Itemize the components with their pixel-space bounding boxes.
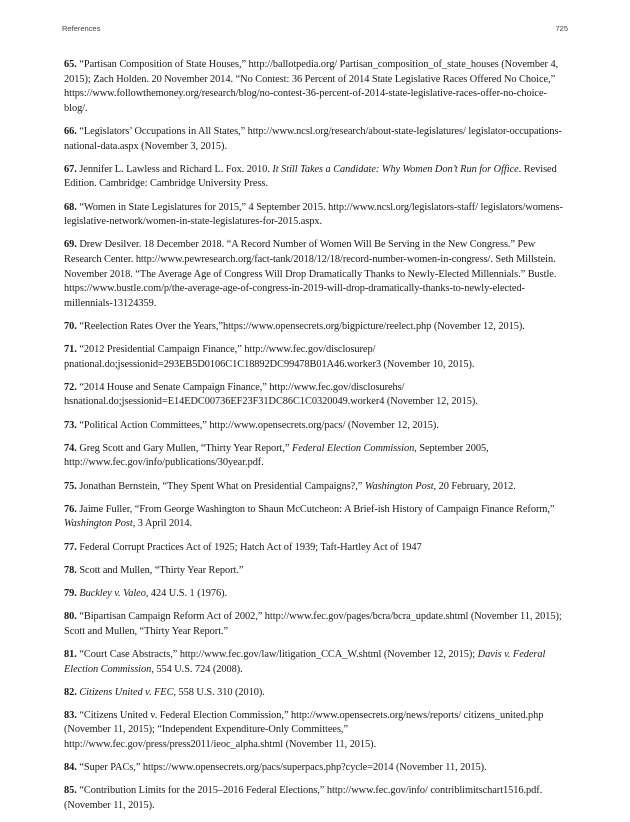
note-title-italic: Buckley v. Valeo: [79, 587, 146, 599]
note-text: “Legislators’ Occupations in All States,” http://www.ncsl.org/research/about-state-legislatures/ legislator-occupations-national-data.aspx (November 3, 2015).: [64, 125, 562, 152]
page-number: 725: [555, 24, 568, 33]
reference-note: [64, 125, 564, 154]
note-number: 75.: [64, 480, 77, 492]
note-text: Jennifer L. Lawless and Richard L. Fox. 2010.: [79, 163, 273, 175]
note-title-italic: Washington Post: [64, 518, 133, 530]
reference-note: [64, 686, 564, 701]
note-text: , 554 U.S. 724 (2008).: [151, 663, 243, 675]
reference-note: [64, 648, 564, 677]
note-text: Greg Scott and Gary Mullen, “Thirty Year Report,”: [79, 442, 292, 454]
reference-note: [64, 320, 564, 335]
note-title-italic: Citizens United v. FEC: [79, 686, 174, 698]
note-text: Jaime Fuller, “From George Washington to Shaun McCutcheon: A Brief-ish History of Campaign Finance Reform,”: [79, 503, 555, 515]
note-title-italic: Davis v. Federal Election Commission: [64, 648, 546, 675]
note-text: , 424 U.S. 1 (1976).: [145, 587, 228, 599]
note-number: 71.: [64, 344, 77, 356]
note-text: , September 2005, http://www.fec.gov/info/publications/30year.pdf.: [64, 442, 489, 469]
note-number: 81.: [64, 648, 77, 660]
note-number: 80.: [64, 611, 77, 623]
note-text: Federal Corrupt Practices Act of 1925; Hatch Act of 1939; Taft-Hartley Act of 1947: [79, 541, 422, 553]
note-text: “Court Case Abstracts,” http://www.fec.gov/law/litigation_CCA_W.shtml (November 12, 2015);: [79, 648, 478, 660]
reference-note: [64, 343, 564, 372]
note-text: “Women in State Legislatures for 2015,” 4 September 2015. http://www.ncsl.org/legislators-staff/ legislators/womens-legislative-network/women-in-state-legislatures-for-2015.aspx.: [64, 201, 563, 228]
note-title-italic: It Still Takes a Candidate: Why Women Don’t Run for Office: [272, 163, 519, 175]
note-text: “Super PACs,” https://www.opensecrets.org/pacs/superpacs.php?cycle=2014 (November 11, 2015).: [79, 762, 487, 774]
note-number: 83.: [64, 709, 77, 721]
note-text: “2012 Presidential Campaign Finance,” http://www.fec.gov/disclosurep/ pnational.do;jsessionid=293EB5D0106C1C18892DC99478B01A46.worker3 (November 10, 2015).: [64, 344, 475, 370]
note-number: 72.: [64, 381, 77, 393]
note-number: 65.: [64, 59, 77, 70]
note-number: 74.: [64, 442, 77, 454]
note-number: 79.: [64, 587, 77, 599]
note-number: 70.: [64, 320, 77, 332]
reference-note: [64, 784, 564, 813]
reference-note: [64, 541, 564, 556]
note-number: 73.: [64, 419, 77, 431]
note-text: “Reelection Rates Over the Years,”https://www.opensecrets.org/bigpicture/reelect.php (November 12, 2015).: [79, 320, 525, 332]
note-number: 76.: [64, 503, 77, 515]
note-number: 84.: [64, 762, 77, 774]
note-number: 67.: [64, 163, 77, 175]
note-number: 66.: [64, 125, 77, 137]
running-header: [62, 24, 568, 36]
note-number: 82.: [64, 686, 77, 698]
note-text: , 558 U.S. 310 (2010).: [173, 686, 265, 698]
note-text: , 3 April 2014.: [132, 518, 193, 530]
note-text: Jonathan Bernstein, “They Spent What on Presidential Campaigns?,”: [79, 480, 365, 492]
reference-note: [64, 610, 564, 639]
note-number: 85.: [64, 785, 77, 797]
reference-note: [64, 201, 564, 230]
note-text: . Revised Edition. Cambridge: Cambridge University Press.: [64, 163, 557, 190]
reference-note: [64, 709, 564, 753]
note-text: Drew Desilver. 18 December 2018. “A Record Number of Women Will Be Serving in the New Congress.” Pew Research Center. http://www.pewresearch.org/fact-tank/2018/12/18/record-number-women-in-congress/. Seth Millstein. November 2018. “The Average Age of Congress Will Drop Dramatically Thanks to Newly-Elected Millennials.” Bustle. https://www.bustle.com/p/the-average-age-of-congress-in-2019-will-drop-dramatically-thanks-to-newly-elected-millennials-13124359.: [64, 239, 557, 309]
reference-note: [64, 480, 564, 495]
reference-note: [64, 587, 564, 602]
reference-note: [64, 58, 564, 116]
reference-note: [64, 163, 564, 192]
reference-notes-list: [64, 58, 564, 822]
note-text: “Political Action Committees,” http://www.opensecrets.org/pacs/ (November 12, 2015).: [79, 419, 439, 431]
reference-note: [64, 419, 564, 434]
note-number: 78.: [64, 564, 77, 576]
reference-note: [64, 442, 564, 471]
note-text: “Bipartisan Campaign Reform Act of 2002,” http://www.fec.gov/pages/bcra/bcra_update.shtml (November 11, 2015); Scott and Mullen, “Thirty Year Report.”: [64, 611, 562, 637]
section-title: References: [62, 24, 101, 33]
note-number: 68.: [64, 201, 77, 213]
note-number: 77.: [64, 541, 77, 553]
reference-note: [64, 564, 564, 579]
reference-note: [64, 381, 564, 410]
note-text: Scott and Mullen, “Thirty Year Report.”: [79, 564, 244, 576]
reference-note: [64, 503, 564, 532]
note-text: “Contribution Limits for the 2015–2016 Federal Elections,” http://www.fec.gov/info/ contriblimitschart1516.pdf. (November 11, 2015).: [64, 785, 543, 812]
note-text: “Partisan Composition of State Houses,” http://ballotpedia.org/ Partisan_composition_of_state_houses (November 4, 2015); Zach Holden. 20 November 2014. “No Contest: 36 Percent of 2014 State Legislative Races Offered No Choice,” https://www.followthemoney.org/research/blog/no-contest-36-percent-of-2014-state-legislative-races-offer-no-choice-blog/.: [64, 59, 559, 114]
note-text: “2014 House and Senate Campaign Finance,” http://www.fec.gov/disclosurehs/ hsnational.do;jsessionid=E14EDC00736EF23F31DC86C1C0320049.worker4 (November 12, 2015).: [64, 381, 478, 408]
note-number: 69.: [64, 239, 77, 251]
reference-note: [64, 761, 564, 776]
note-text: , 20 February, 2012.: [433, 480, 516, 492]
note-text: “Citizens United v. Federal Election Commission,” http://www.opensecrets.org/news/reports/ citizens_united.php (November 11, 2015); “Independent Expenditure-Only Committees,” http://www.fec.gov/press/press2011/ieoc_alpha.shtml (November 11, 2015).: [64, 709, 544, 751]
note-title-italic: Washington Post: [364, 480, 434, 492]
reference-note: [64, 238, 564, 311]
note-title-italic: Federal Election Commission: [292, 442, 415, 454]
